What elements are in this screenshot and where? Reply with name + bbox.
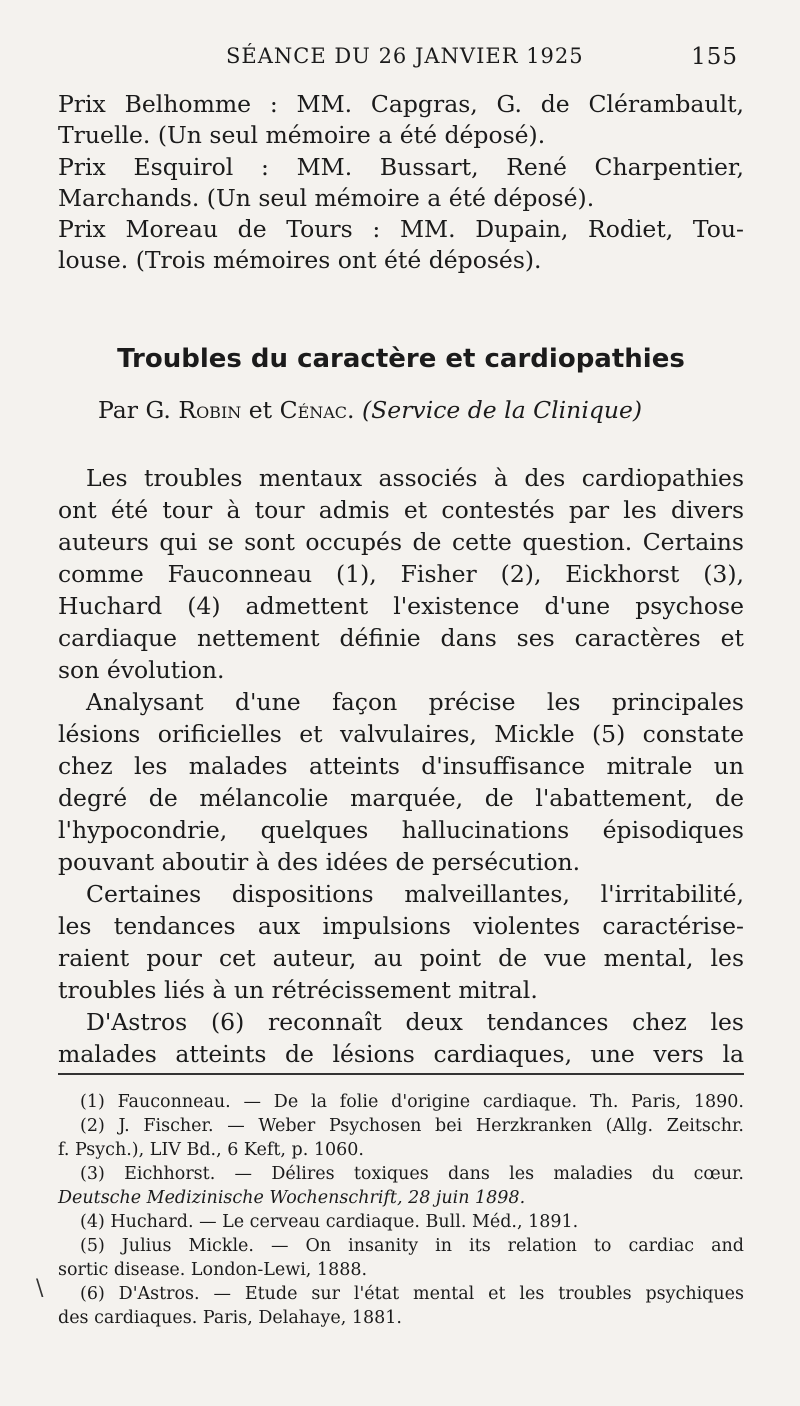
footnote-rule [58, 1073, 744, 1075]
running-title-prefix: SÉANCE DU [226, 44, 371, 68]
footnote-line: Deutsche Medizinische Wochenschrift, 28 juin 1898. [58, 1188, 526, 1208]
body-line: comme Fauconneau (1), Fisher (2), Eickhorst (3), [58, 560, 744, 588]
body-line: D'Astros (6) reconnaît deux tendances chez les [86, 1008, 744, 1036]
body-line: Huchard (4) admettent l'existence d'une psychose [58, 592, 744, 620]
footnote-line: (4) Huchard. — Le cerveau cardiaque. Bull. Méd., 1891. [80, 1212, 579, 1232]
prize-line: louse. (Trois mémoires ont été déposés). [58, 246, 542, 274]
margin-mark: \ [36, 1276, 44, 1301]
running-title [226, 44, 584, 68]
body-line: cardiaque nettement définie dans ses caractères et [58, 624, 744, 652]
footnote-line: f. Psych.), LIV Bd., 6 Keft, p. 1060. [58, 1140, 364, 1160]
byline-prefix: Par G. [98, 396, 171, 424]
body-line: les tendances aux impulsions violentes caractérise- [58, 912, 744, 940]
author-robin: Robin [178, 396, 242, 424]
footnote-line: (1) Fauconneau. — De la folie d'origine cardiaque. Th. Paris, 1890. [80, 1092, 744, 1112]
body-line: malades atteints de lésions cardiaques, une vers la [58, 1040, 744, 1068]
prize-line: Marchands. (Un seul mémoire a été déposé). [58, 184, 595, 212]
service-name: (Service de la Clinique) [362, 396, 643, 424]
prize-line: Prix Belhomme : MM. Capgras, G. de Clérambault, [58, 90, 744, 118]
body-line: son évolution. [58, 656, 225, 684]
body-line: chez les malades atteints d'insuffisance mitrale un [58, 752, 744, 780]
page-number: 155 [691, 44, 738, 70]
body-line: Certaines dispositions malveillantes, l'irritabilité, [86, 880, 744, 908]
body-line: raient pour cet auteur, au point de vue mental, les [58, 944, 744, 972]
footnote-line: (3) Eichhorst. — Délires toxiques dans les maladies du cœur. [80, 1164, 744, 1184]
body-line: Les troubles mentaux associés à des cardiopathies [86, 464, 744, 492]
footnote-line: sortic disease. London-Lewi, 1888. [58, 1260, 368, 1280]
byline-and: et [248, 396, 273, 424]
body-line: Analysant d'une façon précise les principales [86, 688, 744, 716]
body-line: degré de mélancolie marquée, de l'abattement, de [58, 784, 744, 812]
author-cenac: Cénac. [279, 396, 355, 424]
running-header [58, 40, 744, 76]
running-title-date: 26 JANVIER 1925 [378, 44, 584, 68]
body-line: troubles liés à un rétrécissement mitral. [58, 976, 538, 1004]
body-line: l'hypocondrie, quelques hallucinations épisodiques [58, 816, 744, 844]
body-line: lésions orificielles et valvulaires, Mickle (5) constate [58, 720, 744, 748]
body-line: pouvant aboutir à des idées de persécution. [58, 848, 581, 876]
footnote-line: (6) D'Astros. — Etude sur l'état mental et les troubles psychiques [80, 1284, 744, 1304]
body-line: ont été tour à tour admis et contestés par les divers [58, 496, 744, 524]
body-line: auteurs qui se sont occupés de cette question. Certains [58, 528, 744, 556]
article-title: Troubles du caractère et cardiopathies [117, 344, 685, 374]
article-byline [98, 396, 642, 424]
prize-line: Prix Esquirol : MM. Bussart, René Charpentier, [58, 153, 744, 181]
footnote-line: (2) J. Fischer. — Weber Psychosen bei Herzkranken (Allg. Zeitschr. [80, 1116, 744, 1136]
footnote-line: (5) Julius Mickle. — On insanity in its relation to cardiac and [80, 1236, 744, 1256]
footnote-line: des cardiaques. Paris, Delahaye, 1881. [58, 1308, 402, 1328]
prize-line: Prix Moreau de Tours : MM. Dupain, Rodiet, Tou- [58, 215, 744, 243]
prize-line: Truelle. (Un seul mémoire a été déposé). [58, 121, 546, 149]
